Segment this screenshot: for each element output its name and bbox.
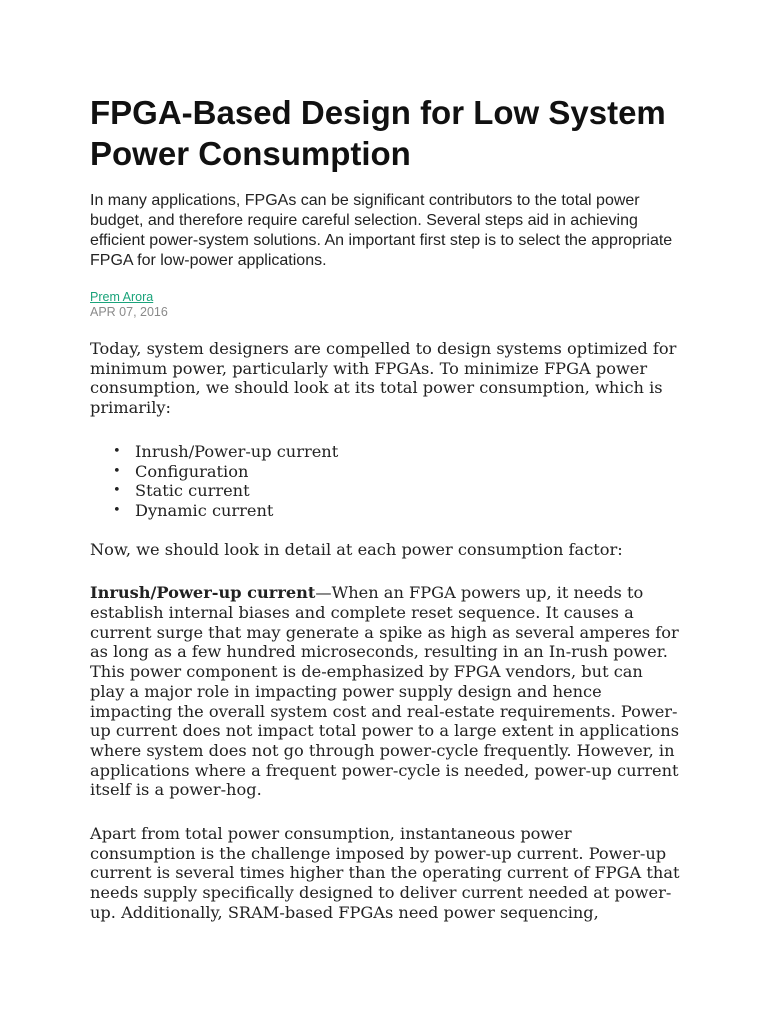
- publish-date: APR 07, 2016: [90, 305, 168, 319]
- article: [90, 92, 680, 923]
- list-item: • Dynamic current: [135, 501, 680, 521]
- list-item: • Configuration: [135, 462, 680, 482]
- instantaneous-paragraph: Apart from total power consumption, instantaneous power consumption is the challenge imposed by power-up current. Power-up current is several times higher than the operating current of FPGA that needs supply specifically designed to deliver current needed at power-up. Additionally, SRAM-based FPGAs need power sequencing,: [90, 824, 680, 922]
- list-item: • Inrush/Power-up current: [135, 442, 680, 462]
- inrush-heading: Inrush/Power-up current: [90, 583, 316, 603]
- transition-paragraph: Now, we should look in detail at each power consumption factor:: [90, 539, 623, 559]
- byline: [90, 290, 680, 320]
- article-dek: In many applications, FPGAs can be significant contributors to the total power budget, and therefore require careful selection. Several steps aid in achieving efficient power-system solutions. An important first step is to select the appropriate FPGA for low-power applications.: [90, 192, 673, 269]
- inrush-text: —When an FPGA powers up, it needs to establish internal biases and complete reset sequence. It causes a current surge that may generate a spike as high as several amperes for as long as a few hundred microseconds, resulting in an In-rush power. This power component is de-emphasized by FPGA vendors, but can play a major role in impacting power supply design and hence impacting the overall system cost and real-estate requirements. Power-up current does not impact total power to a large extent in applications where system does not go through power-cycle frequently. However, in applications where a frequent power-cycle is needed, power-up current itself is a power-hog.: [90, 583, 680, 800]
- article-title: FPGA-Based Design for Low System Power Consumption: [90, 94, 666, 172]
- power-factor-list: [90, 442, 680, 521]
- list-item: • Static current: [135, 481, 680, 501]
- intro-paragraph: Today, system designers are compelled to design systems optimized for minimum power, particularly with FPGAs. To minimize FPGA power consumption, we should look at its total power consumption, which is primarily:: [90, 339, 677, 418]
- author-link[interactable]: Prem Arora: [90, 290, 154, 304]
- inrush-paragraph: [90, 583, 680, 800]
- article-body: [90, 339, 680, 923]
